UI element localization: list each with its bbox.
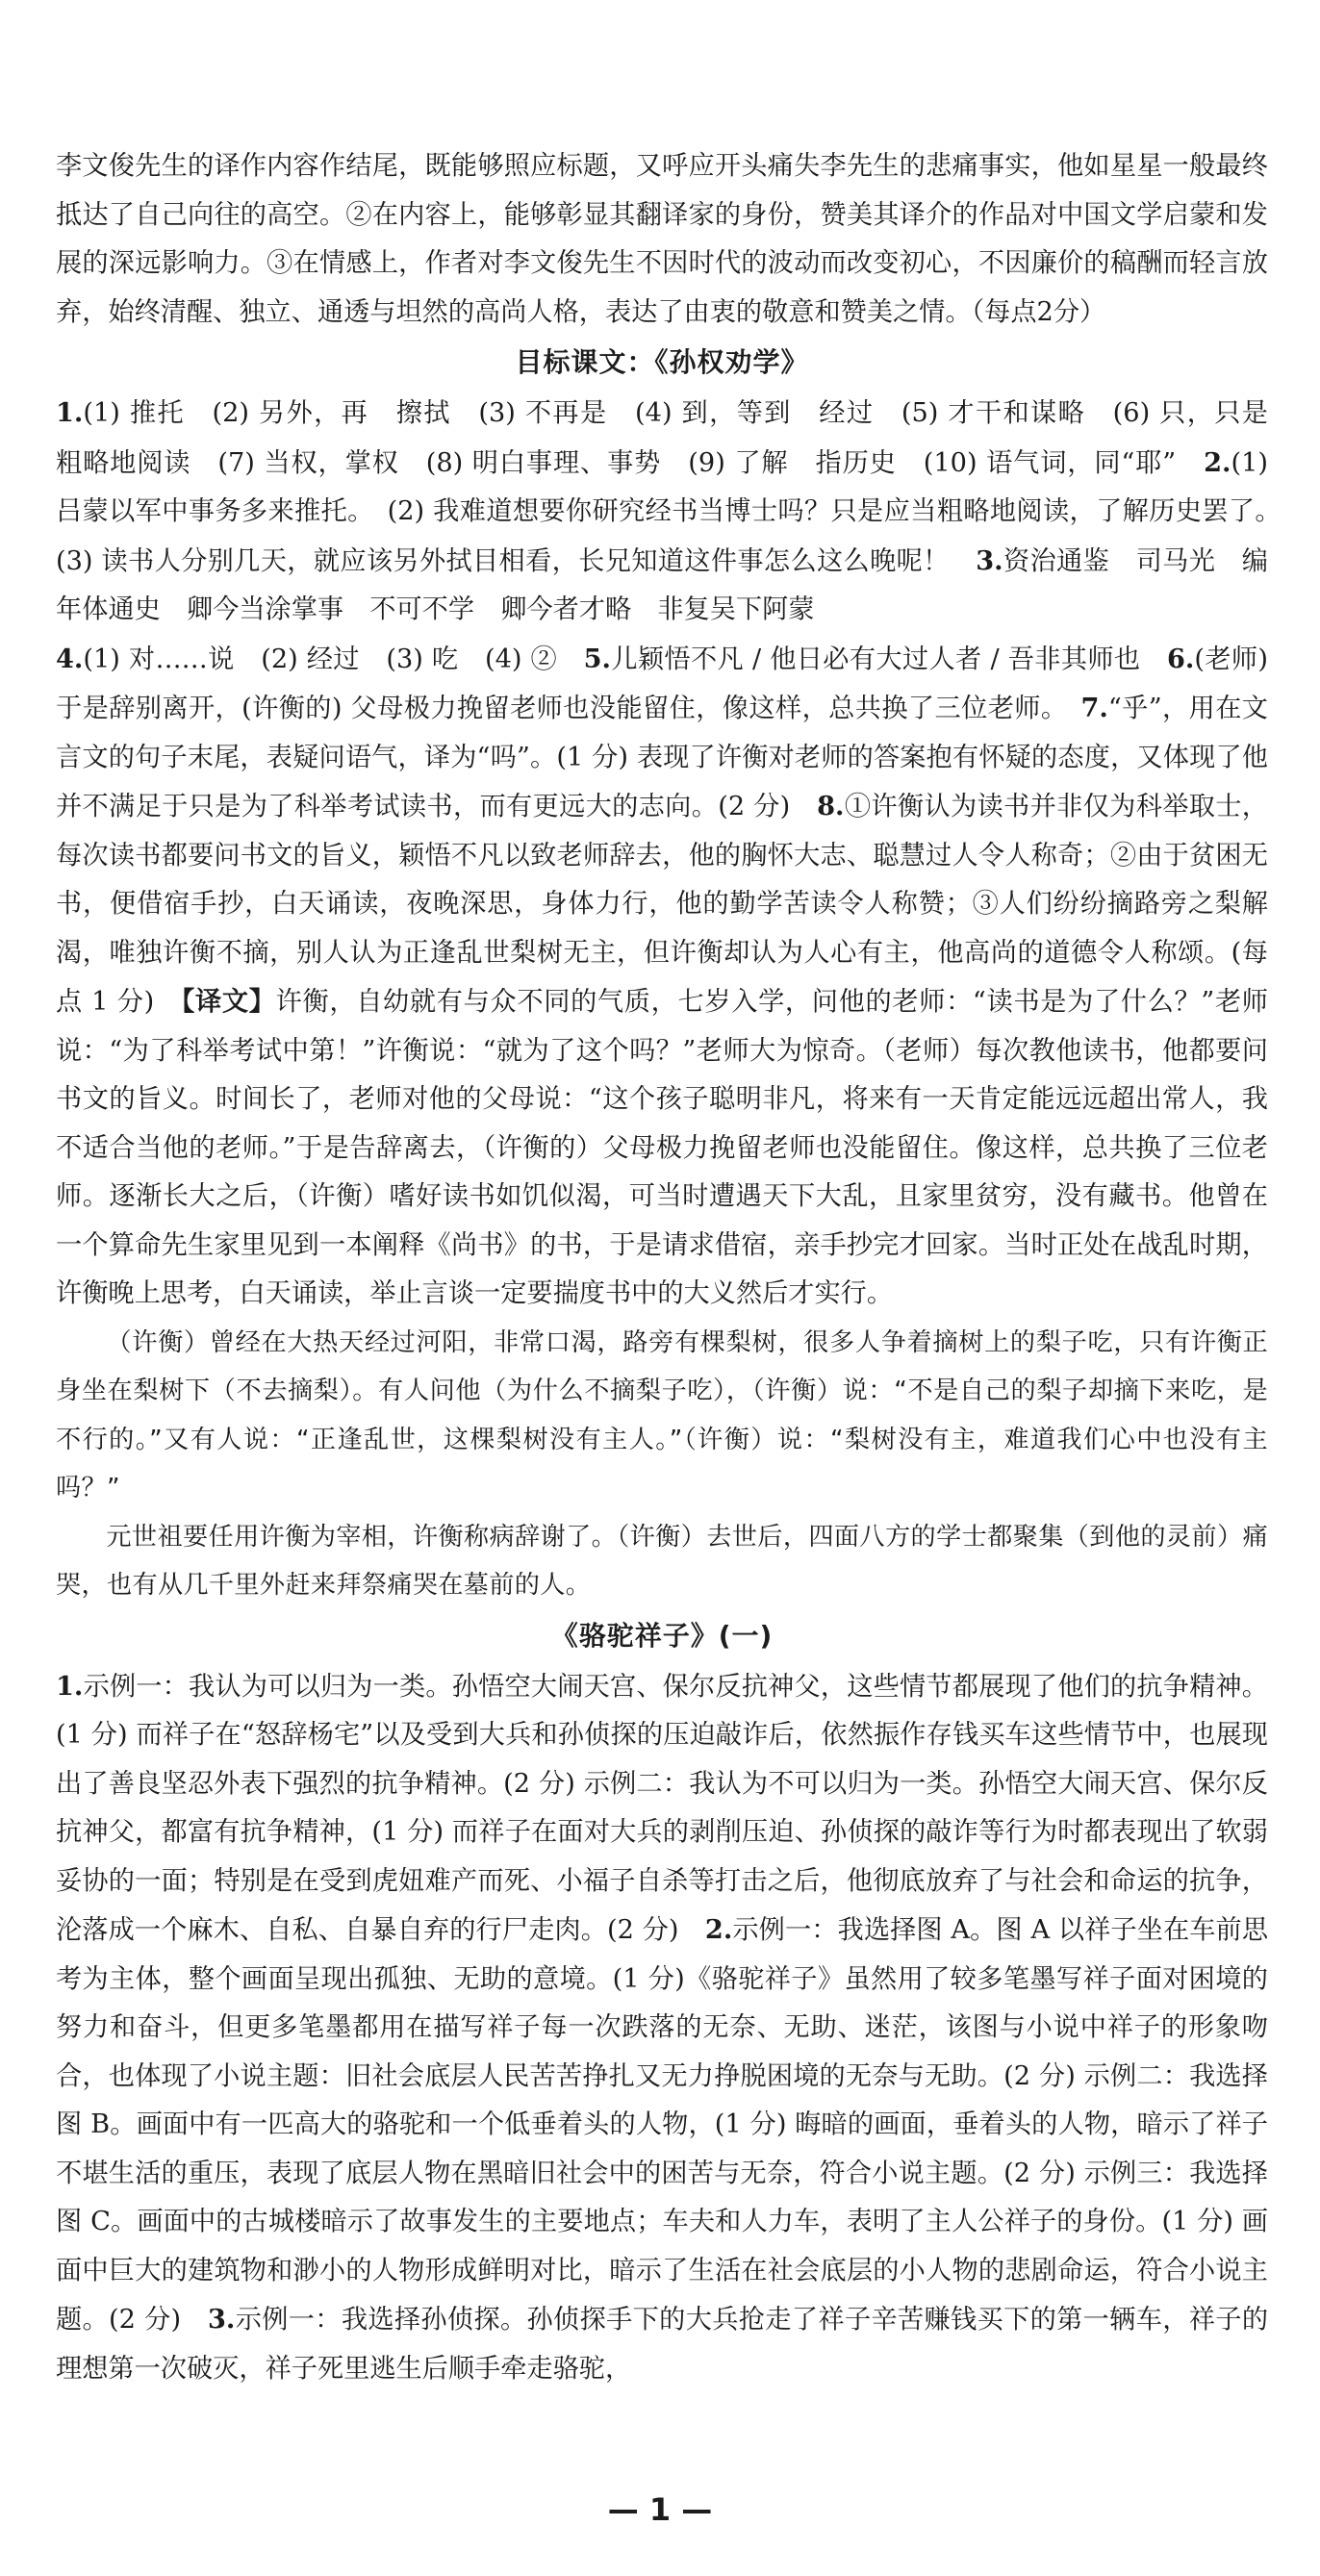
q-number: 7. (1080, 693, 1108, 723)
answer-text: (1) 推托 (2) 另外，再 擦拭 (3) 不再是 (4) 到，等到 经过 (5) 才干和谋略 (6) 只，只是 粗略地阅读 (7) 当权，掌权 (8) 明白事理、事势 (9) 了解 指历史 (10) 语气词，同“耶” (56, 398, 1295, 478)
translation-text: 许衡，自幼就有与众不同的气质，七岁入学，问他的老师：“读书是为了什么？”老师说：“为了科举考试中第！”许衡说：“就为了这个吗？”老师大为惊奇。（老师）每次教他读书，他都要问书文的旨义。时间长了，老师对他的父母说：“这个孩子聪明非凡，将来有一天肯定能远远超出常人，我不适合当他的老师。”于是告辞离去，（许衡的）父母极力挽留老师也没能留住。像这样，总共换了三位老师。逐渐长大之后，（许衡）嗜好读书如饥似渴，可当时遭遇天下大乱，且家里贫穷，没有藏书。他曾在一个算命先生家里见到一本阐释《尚书》的书，于是请求借宿，亲手抄完才回家。当时正处在战乱时期，许衡晚上思考，白天诵读，举止言谈一定要揣度书中的大义然后才实行。 (56, 987, 1268, 1308)
q-number: 2. (704, 1914, 733, 1945)
page-number: — 1 — (607, 2491, 713, 2528)
intro-paragraph: 李文俊先生的译作内容作结尾，既能够照应标题，又呼应开头痛失李先生的悲痛事实，他如星星一般最终抵达了自己向往的高空。②在内容上，能够彰显其翻译家的身份，赞美其译介的作品对中国文学启蒙和发展的深远影响力。③在情感上，作者对李文俊先生不因时代的波动而改变初心，不因廉价的稿酬而轻言放弃，始终清醒、独立、通透与坦然的高尚人格，表达了由衷的敬意和赞美之情。（每点2分） (56, 151, 1268, 327)
section-heading-sunquan: 目标课文：《孙权劝学》 (515, 346, 809, 378)
q-number: 6. (1166, 643, 1195, 674)
sunquan-answers-cont (56, 635, 1268, 1319)
q-number: 4. (56, 643, 84, 674)
translation-paragraph-2: （许衡）曾经在大热天经过河阳，非常口渴，路旁有棵梨树，很多人争着摘树上的梨子吃，只有许衡正身坐在梨树下（不去摘梨）。有人问他（为什么不摘梨子吃），（许衡）说：“不是自己的梨子却摘下来吃，是不行的。”又有人说：“正逢乱世，这棵梨树没有主人。”（许衡）说：“梨树没有主，难道我们心中也没有主吗？” (56, 1327, 1268, 1503)
q-number: 3. (207, 2304, 236, 2335)
answer-text: (1) 对……说 (2) 经过 (3) 吃 (4) ② (83, 644, 584, 674)
translation-paragraph-3: 元世祖要任用许衡为宰相，许衡称病辞谢了。（许衡）去世后，四面八方的学士都聚集（到他的灵前）痛哭，也有从几千里外赶来拜祭痛哭在墓前的人。 (56, 1522, 1268, 1600)
answer-text: 资治通鉴 司马光 编年体通史 卿今当涂掌事 不可不学 卿今者才略 非复吴下阿蒙 (56, 545, 1268, 624)
q-number: 1. (56, 397, 84, 428)
luotuo-answers (56, 1662, 1268, 2394)
answer-text: (老师) 于是辞别离开，(许衡的) 父母极力挽留老师也没能留住，像这样，总共换了三位老师。 (56, 644, 1269, 723)
answer-text: 儿颖悟不凡 / 他日必有大过人者 / 吾非其师也 (610, 644, 1167, 674)
answer-text: 示例一：我认为可以归为一类。孙悟空大闹天宫、保尔反抗神父，这些情节都展现了他们的抗争精神。(1 分) 而祥子在“怒辞杨宅”以及受到大兵和孙侦探的压迫敲诈后，依然振作存钱买车这些情节中，也展现出了善良坚忍外表下强烈的抗争精神。(2 分) 示例二：我认为不可以归为一类。孙悟空大闹天宫、保尔反抗神父，都富有抗争精神，(1 分) 而祥子在面对大兵的剥削压迫、孙侦探的敲诈等行为时都表现出了软弱妥协的一面；特别是在受到虎妞难产而死、小福子自杀等打击之后，他彻底放弃了与社会和命运的抗争，沦落成一个麻木、自私、自暴自弃的行尸走肉。(2 分) (56, 1671, 1268, 1945)
q-number: 2. (1204, 446, 1231, 478)
q-number: 5. (583, 643, 611, 674)
q-number: 3. (976, 544, 1003, 576)
answer-text: 示例一：我选择图 A。图 A 以祥子坐在车前思考为主体，整个画面呈现出孤独、无助的意境。(1 分)《骆驼祥子》虽然用了较多笔墨写祥子面对困境的努力和奋斗，但更多笔墨都用在描写祥子每一次跌落的无奈、无助、迷茫，该图与小说中祥子的形象吻合，也体现了小说主题：旧社会底层人民苦苦挣扎又无力挣脱困境的无奈与无助。(2 分) 示例二：我选择图 B。画面中有一匹高大的骆驼和一个低垂着头的人物，(1 分) 晦暗的画面，垂着头的人物，暗示了祥子不堪生活的重压，表现了底层人物在黑暗旧社会中的困苦与无奈，符合小说主题。(2 分) 示例三：我选择图 C。画面中的古城楼暗示了故事发生的主要地点；车夫和人力车，表明了主人公祥子的身份。(1 分) 画面中巨大的建筑物和渺小的人物形成鲜明对比，暗示了生活在社会底层的小人物的悲剧命运，符合小说主题。(2 分) (56, 1915, 1269, 2335)
sunquan-answers (56, 389, 1295, 635)
answer-text: (1) 吕蒙以军中事务多来推托。 (2) 我难道想要你研究经书当博士吗？只是应当粗略地阅读，了解历史罢了。 (3) 读书人分别几天，就应该另外拭目相看，长兄知道这件事怎么这么晚呢！ (56, 447, 1295, 576)
q-number: 1. (56, 1670, 84, 1702)
answer-text: ①许衡认为读书并非仅为科举取士，每次读书都要问书文的旨义，颖悟不凡以致老师辞去，他的胸怀大志、聪慧过人令人称奇；②由于贫困无书，便借宿手抄，白天诵读，夜晚深思，身体力行，他的勤学苦读令人称赞；③人们纷纷摘路旁之梨解渴，唯独许衡不摘，别人认为正逢乱世梨树无主，但许衡却认为人心有主，他高尚的道德令人称颂。(每点 1 分) (56, 792, 1268, 1017)
translation-tag: 【译文】 (181, 986, 276, 1017)
answer-text: 示例一：我选择孙侦探。孙侦探手下的大兵抢走了祥子辛苦赚钱买下的第一辆车，祥子的理想第一次破灭，祥子死里逃生后顺手牵走骆驼， (56, 2305, 1269, 2384)
section-heading-luotuo: 《骆驼祥子》(一) (550, 1619, 774, 1652)
answer-text: “乎”，用在文言文的句子末尾，表疑问语气，译为“吗”。(1 分) 表现了许衡对老师的答案抱有怀疑的态度，又体现了他并不满足于只是为了科举考试读书，而有更远大的志向。(2 分) (56, 694, 1268, 821)
q-number: 8. (817, 791, 845, 821)
